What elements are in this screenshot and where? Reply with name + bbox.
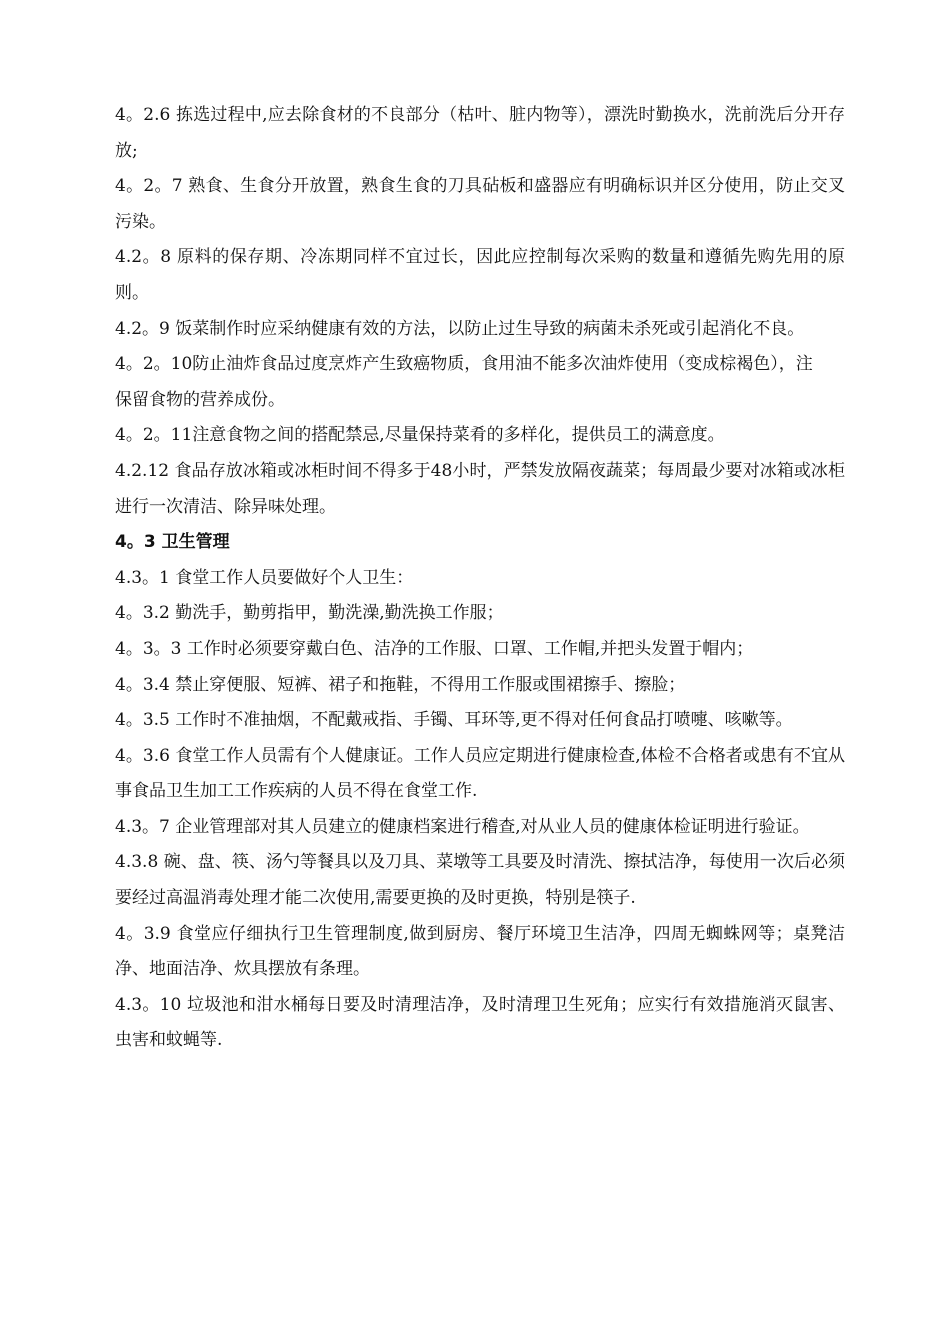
paragraph-4-3-8: 4.3.8 碗、盘、筷、汤勺等餐具以及刀具、菜墩等工具要及时清洗、擦拭洁净，每使用一次后必须要经过高温消毒处理才能二次使用,需要更换的及时更换，特别是筷子. (115, 852, 845, 909)
paragraph-4-3-1: 4.3。1 食堂工作人员要做好个人卫生： (115, 567, 414, 588)
paragraph-4-3-4: 4。3.4 禁止穿便服、短裤、裙子和拖鞋，不得用工作服或围裙擦手、擦脸； (115, 674, 686, 695)
paragraph-4-3-7: 4.3。7 企业管理部对其人员建立的健康档案进行稽查,对从业人员的健康体检证明进行验证。 (115, 816, 810, 837)
paragraph-4-3-6: 4。3.6 食堂工作人员需有个人健康证。工作人员应定期进行健康检查,体检不合格者或患有不宜从事食品卫生加工工作疾病的人员不得在食堂工作. (115, 745, 845, 802)
paragraph-4-2-9: 4.2。9 饭菜制作时应采纳健康有效的方法，以防止过生导致的病菌未杀死或引起消化不良。 (115, 318, 805, 339)
paragraph-4-3-3: 4。3。3 工作时必须要穿戴白色、洁净的工作服、口罩、工作帽,并把头发置于帽内； (115, 638, 754, 659)
paragraph-4-2-6: 4。2.6 拣选过程中,应去除食材的不良部分（枯叶、脏内物等），漂洗时勤换水，洗前洗后分开存放; (115, 105, 845, 161)
document-body (115, 98, 845, 1059)
paragraph-4-2-10-continued: 保留食物的营养成份。 (115, 389, 285, 410)
paragraph-4-3-2: 4。3.2 勤洗手，勤剪指甲，勤洗澡,勤洗换工作服； (115, 603, 504, 624)
paragraph-4-3-9: 4。3.9 食堂应仔细执行卫生管理制度,做到厨房、餐厅环境卫生洁净，四周无蜘蛛网等；桌凳洁净、地面洁净、炊具摆放有条理。 (115, 923, 845, 980)
paragraph-4-2-11: 4。2。11注意食物之间的搭配禁忌,尽量保持菜肴的多样化，提供员工的满意度。 (115, 425, 725, 446)
paragraph-4-2-10: 4。2。10防止油炸食品过度烹炸产生致癌物质，食用油不能多次油炸使用（变成棕褐色），注 (115, 354, 813, 375)
paragraph-4-3-5: 4。3.5 工作时不准抽烟，不配戴戒指、手镯、耳环等,更不得对任何食品打喷嚏、咳嗽等。 (115, 710, 793, 731)
paragraph-4-2-8: 4.2。8 原料的保存期、冷冻期同样不宜过长，因此应控制每次采购的数量和遵循先购先用的原则。 (115, 247, 845, 303)
paragraph-4-3-10: 4.3。10 垃圾池和泔水桶每日要及时清理洁净，及时清理卫生死角；应实行有效措施消灭鼠害、虫害和蚊蝇等. (115, 994, 845, 1051)
section-heading-4-3: 4。3 卫生管理 (115, 532, 230, 553)
paragraph-4-2-7: 4。2。7 熟食、生食分开放置，熟食生食的刀具砧板和盛器应有明确标识并区分使用，防止交叉污染。 (115, 176, 845, 232)
paragraph-4-2-12: 4.2.12 食品存放冰箱或冰柜时间不得多于48小时，严禁发放隔夜蔬菜；每周最少要对冰箱或冰柜进行一次清洁、除异味处理。 (115, 460, 845, 517)
